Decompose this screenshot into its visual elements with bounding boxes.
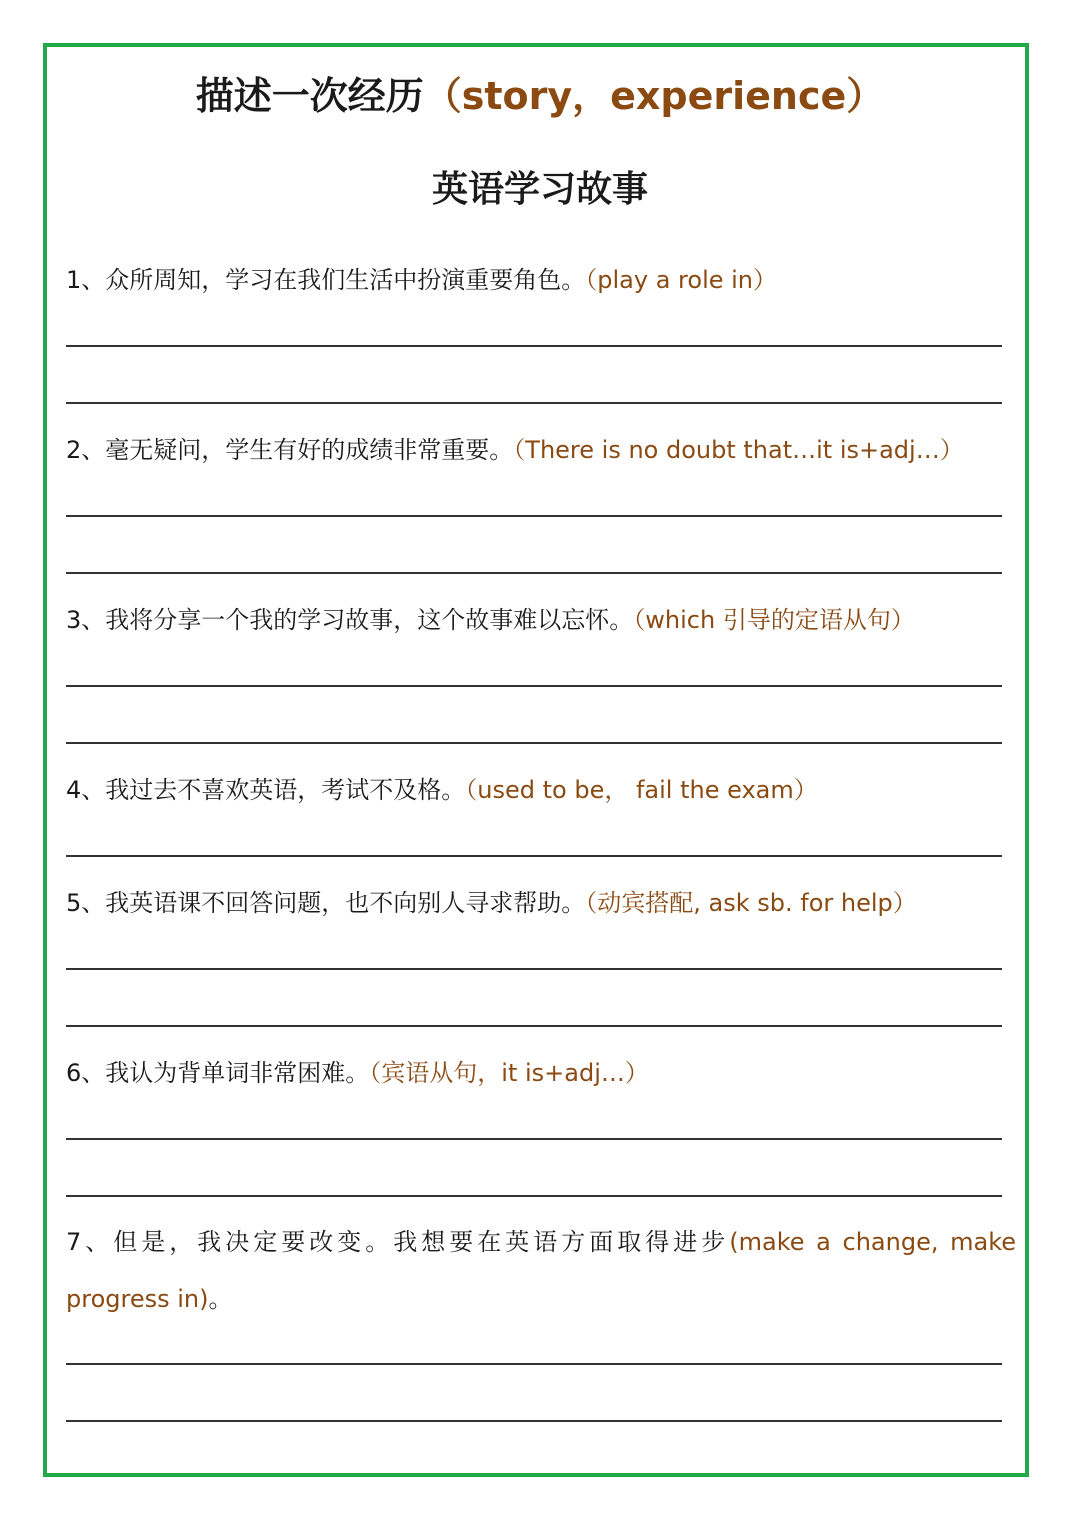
answer-line[interactable] [66,1420,1002,1422]
answer-line[interactable] [66,345,1002,347]
answer-line[interactable] [66,855,1002,857]
answer-line[interactable] [66,1025,1002,1027]
answer-line[interactable] [66,515,1002,517]
question-3 [66,600,1016,640]
question-hint: （宾语从句，it is+adj…） [369,1059,649,1087]
answer-line[interactable] [66,742,1002,744]
question-prompt: 3、我将分享一个我的学习故事，这个故事难以忘怀。 [66,606,634,634]
answer-line[interactable] [66,402,1002,404]
answer-line[interactable] [66,968,1002,970]
question-prompt: 1、众所周知，学习在我们生活中扮演重要角色。 [66,266,586,294]
question-5 [66,883,1016,923]
question-hint: （There is no doubt that…it is+adj…） [513,436,964,464]
question-7 [66,1214,1016,1328]
question-hint: （动宾搭配, ask sb. for help） [585,889,917,917]
question-6 [66,1053,1016,1093]
answer-line[interactable] [66,685,1002,687]
question-prompt: 5、我英语课不回答问题，也不向别人寻求帮助。 [66,889,586,917]
answer-line[interactable] [66,572,1002,574]
question-prompt: 6、我认为背单词非常困难。 [66,1059,370,1087]
question-4 [66,770,1016,810]
question-prompt: 2、毫无疑问，学生有好的成绩非常重要。 [66,436,514,464]
question-hint: （play a role in） [585,266,778,294]
answer-line[interactable] [66,1195,1002,1197]
question-hint: （which 引导的定语从句） [633,606,915,634]
question-prompt: 7、但是，我决定要改变。我想要在英语方面取得进步 [66,1228,730,1256]
question-prompt: 4、我过去不喜欢英语，考试不及格。 [66,776,466,804]
answer-line[interactable] [66,1363,1002,1365]
page-title [0,66,1080,126]
question-1 [66,260,1016,300]
question-hint: (make a change, make progress in) [66,1228,1016,1313]
page-subtitle: 英语学习故事 [431,169,648,210]
question-2 [66,430,1016,470]
question-suffix: 。 [208,1285,233,1313]
title-main: 描述一次经历 [195,74,424,118]
answer-line[interactable] [66,1138,1002,1140]
title-hint: （story，experience） [423,74,885,118]
question-hint: （used to be， fail the exam） [465,776,818,804]
